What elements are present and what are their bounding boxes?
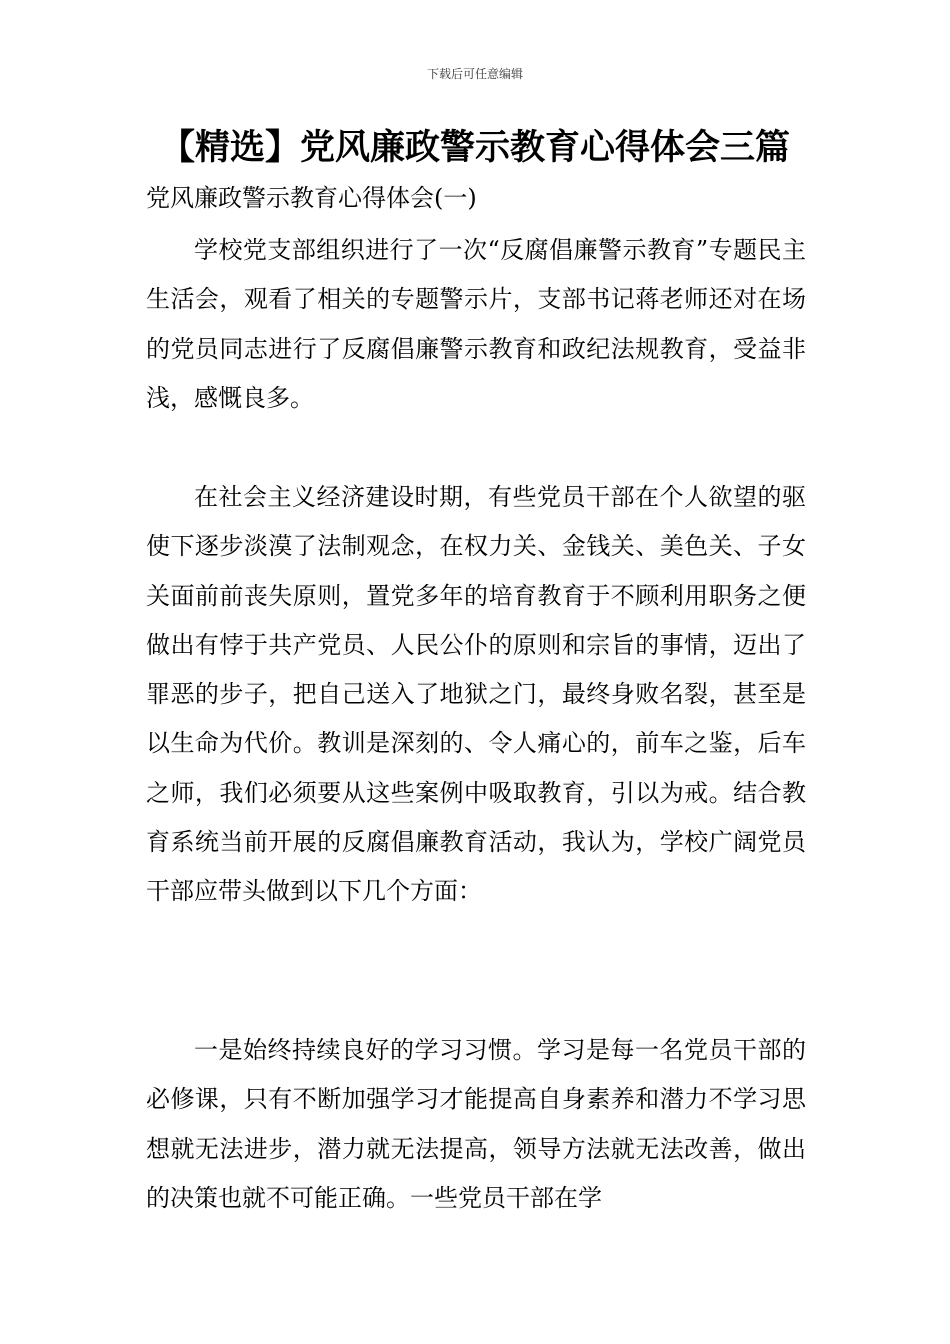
- paragraph: 在社会主义经济建设时期，有些党员干部在个人欲望的驱使下逐步淡漠了法制观念，在权力关、金钱关、美色关、子女关面前前丧失原则，置党多年的培育教育于不顾利用职务之便做出有悖于共产党员、人民公仆的原则和宗旨的事情，迈出了罪恶的步子，把自己送入了地狱之门，最终身败名裂，甚至是以生命为代价。教训是深刻的、令人痛心的，前车之鉴，后车之师，我们必须要从这些案例中吸取教育，引以为戒。结合教育系统当前开展的反腐倡廉教育活动，我认为，学校广阔党员干部应带头做到以下几个方面：: [146, 483, 806, 906]
- section-title: 党风廉政警示教育心得体会(一): [146, 184, 477, 212]
- document-title: 【精选】党风廉政警示教育心得体会三篇: [159, 127, 790, 168]
- header-note: 下载后可任意编辑: [426, 67, 523, 81]
- paragraph: 一是始终持续良好的学习习惯。学习是每一名党员干部的必修课，只有不断加强学习才能提高自身素养和潜力不学习思想就无法进步，潜力就无法提高，领导方法就无法改善，做出的决策也就不可能正确。一些党员干部在学: [146, 1036, 806, 1212]
- paragraph: 学校党支部组织进行了一次“反腐倡廉警示教育”专题民主生活会，观看了相关的专题警示片，支部书记蒋老师还对在场的党员同志进行了反腐倡廉警示教育和政纪法规教育，受益非浅，感慨良多。: [146, 236, 806, 412]
